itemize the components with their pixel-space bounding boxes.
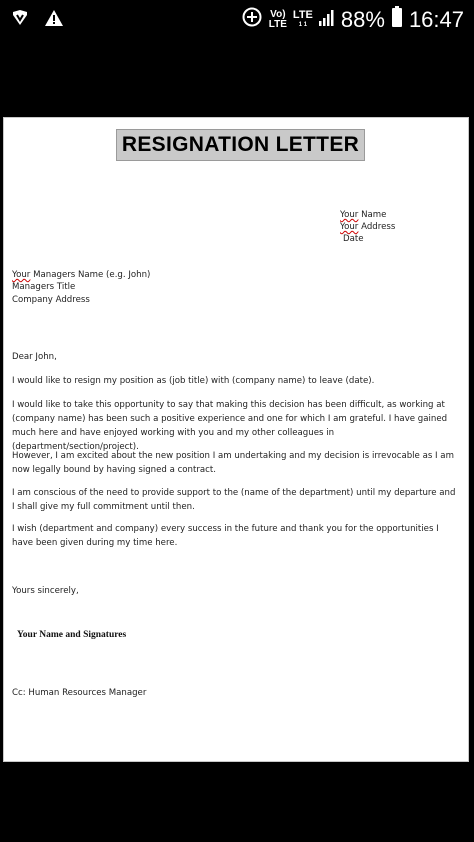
sender-name: Your Name bbox=[340, 210, 387, 220]
paragraph: I would like to resign my position as (job title) with (company name) to leave (date). bbox=[12, 376, 375, 386]
signal-bars-icon bbox=[319, 8, 335, 31]
status-bar bbox=[0, 0, 474, 38]
signature-line: Your Name and Signatures bbox=[17, 630, 127, 640]
recipient-title: Managers Title bbox=[12, 282, 76, 292]
cc-line: Cc: Human Resources Manager bbox=[12, 688, 147, 698]
battery-percent: 88% bbox=[340, 6, 385, 32]
plus-circle-icon bbox=[241, 6, 263, 33]
recipient-address: Company Address bbox=[12, 295, 90, 305]
closing: Yours sincerely, bbox=[12, 586, 79, 596]
paragraph: I am conscious of the need to provide support to the (name of the department) until my departure and I shall give my full commitment until then. bbox=[12, 488, 456, 512]
letter-title: RESIGNATION LETTER bbox=[121, 133, 360, 156]
volte-indicator: Vo) LTE bbox=[268, 8, 287, 30]
paragraph: However, I am excited about the new position I am undertaking and my decision is irrevocable as I am now legally bound by having signed a contract. bbox=[12, 451, 454, 475]
clock: 16:47 bbox=[408, 6, 464, 32]
document-page bbox=[3, 117, 469, 762]
sender-date: Date bbox=[343, 234, 364, 244]
vpn-shield-icon bbox=[10, 8, 30, 33]
paragraph: I wish (department and company) every success in the future and thank you for the opportunities I have been given during my time here. bbox=[12, 524, 439, 548]
greeting: Dear John, bbox=[12, 352, 57, 362]
title-box bbox=[116, 129, 365, 161]
paragraph: I would like to take this opportunity to say that making this decision has been difficult, as working at (company name) has been such a positive experience and one for which I am grateful. I have gained much here and have enjoyed working with you and my other colleagues in (department/section/project). bbox=[12, 400, 448, 452]
sender-address: Your Address bbox=[340, 222, 396, 232]
lte-indicator: LTE 1 1 bbox=[292, 8, 313, 28]
recipient-name: Your Managers Name (e.g. John) bbox=[12, 270, 151, 280]
alert-triangle-icon bbox=[44, 8, 64, 33]
battery-icon bbox=[391, 6, 403, 33]
